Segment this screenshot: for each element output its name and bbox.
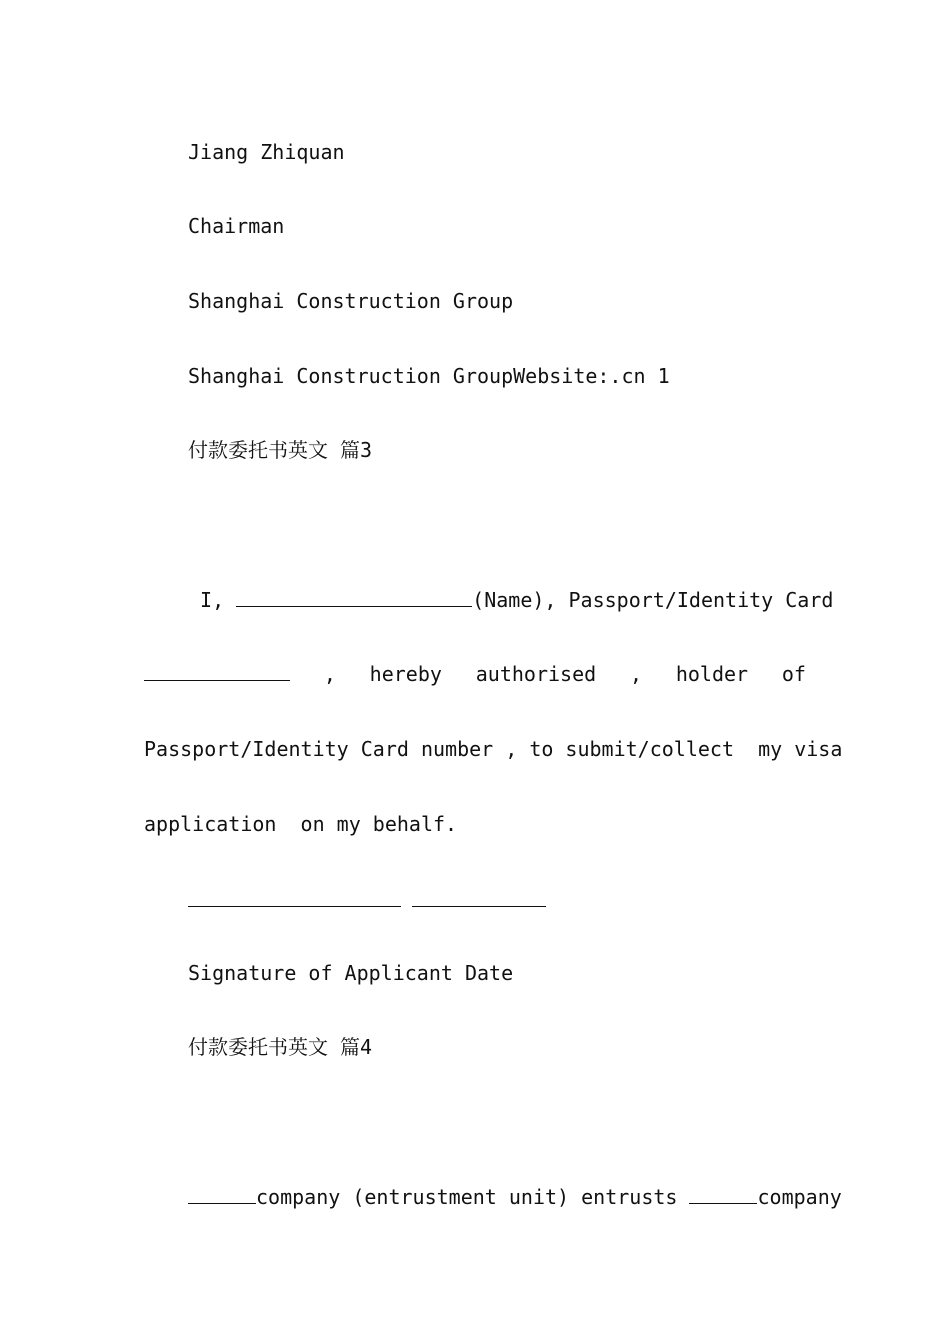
p1-after-name: (Name), Passport/Identity Card bbox=[472, 588, 834, 612]
name-blank bbox=[236, 588, 472, 607]
p1-mid: company (entrustment unit) entrusts bbox=[256, 1185, 690, 1209]
p2-word-holder: holder bbox=[675, 662, 749, 686]
section3-paragraph-line4: application on my behalf. bbox=[144, 812, 458, 836]
p1-end: company bbox=[757, 1185, 842, 1209]
section3-paragraph-line3: Passport/Identity Card number , to submit/collect my visa bbox=[144, 737, 843, 761]
p2-comma: , bbox=[323, 662, 336, 686]
passport-number-blank bbox=[144, 662, 290, 681]
signature-caption: Signature of Applicant Date bbox=[188, 961, 514, 985]
sender-title: Chairman bbox=[188, 214, 285, 238]
section3-heading: 付款委托书英文 篇3 bbox=[188, 438, 373, 462]
section4-paragraph-line1 bbox=[188, 1185, 842, 1209]
sender-company: Shanghai Construction Group bbox=[188, 289, 514, 313]
sender-name: Jiang Zhiquan bbox=[188, 140, 345, 164]
section3-paragraph-line2 bbox=[144, 662, 806, 686]
p2-word-comma: , bbox=[629, 662, 643, 686]
p2-word-hereby: hereby bbox=[369, 662, 442, 686]
p2-word-authorised: authorised bbox=[475, 662, 597, 686]
date-line bbox=[412, 906, 546, 907]
signature-line bbox=[188, 906, 401, 907]
sender-website-line: Shanghai Construction GroupWebsite:.cn 1 bbox=[188, 364, 670, 388]
p1-prefix: I, bbox=[188, 588, 237, 612]
section4-heading: 付款委托书英文 篇4 bbox=[188, 1035, 373, 1059]
company-blank-1 bbox=[188, 1185, 256, 1204]
p2-word-of: of bbox=[781, 662, 806, 686]
company-blank-2 bbox=[689, 1185, 757, 1204]
section3-paragraph-line1 bbox=[188, 588, 833, 612]
